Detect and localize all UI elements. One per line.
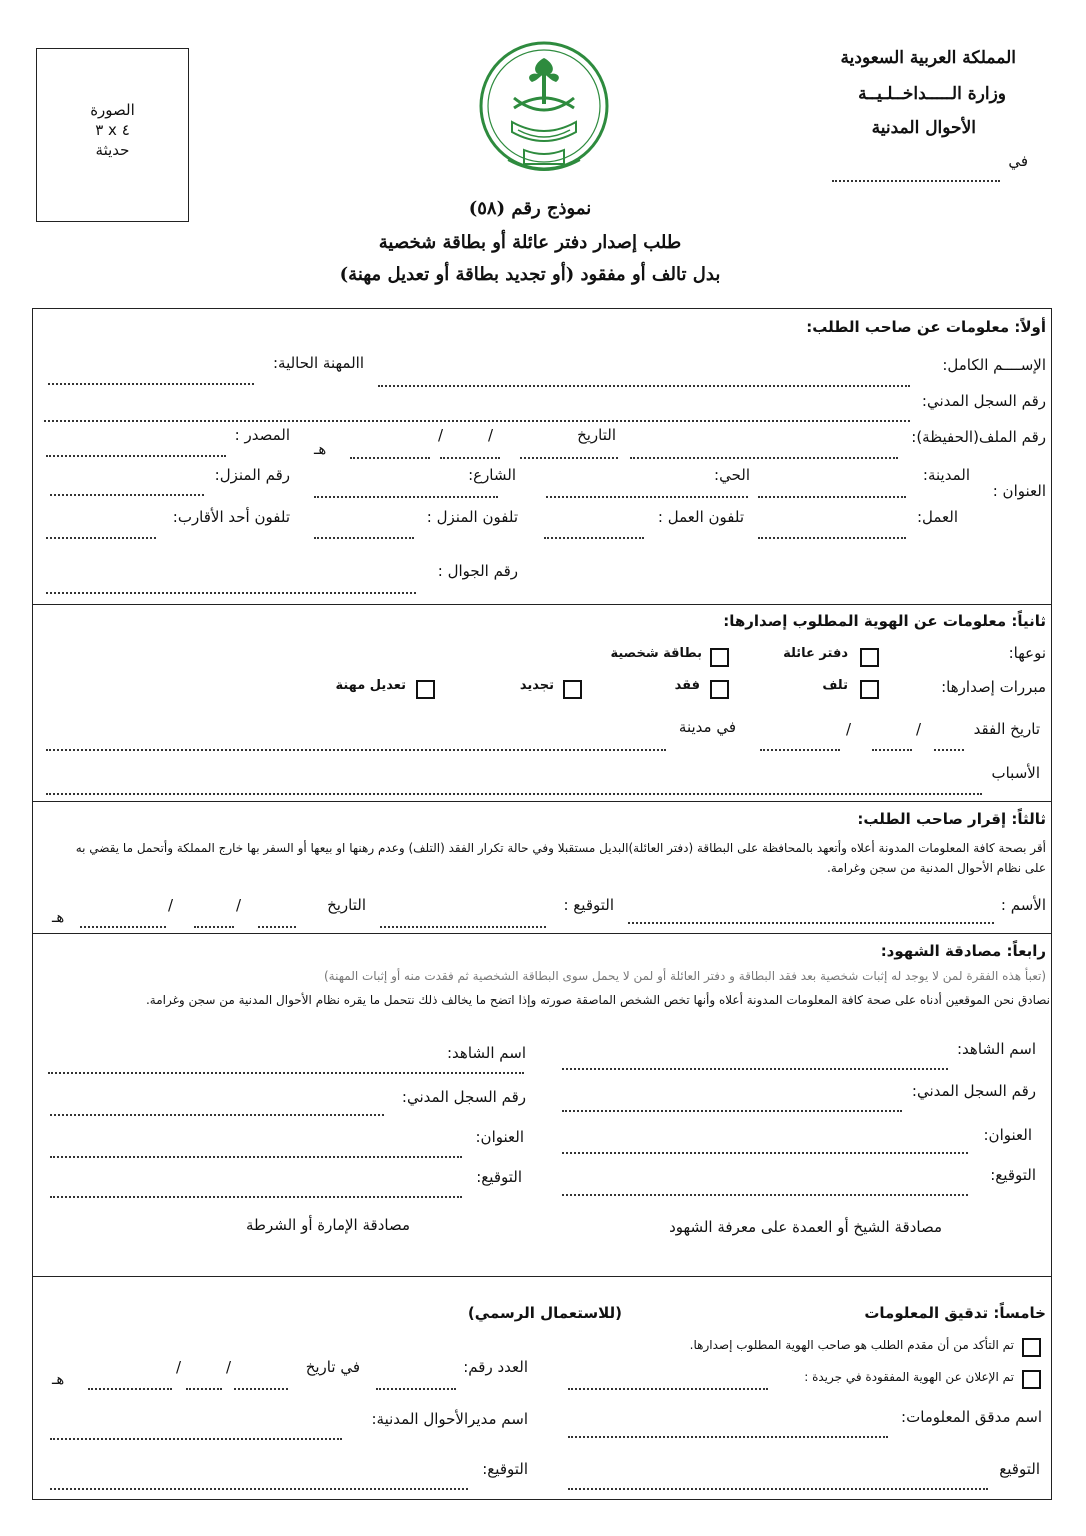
photo-label: الصورة [90,101,135,119]
divider-1 [32,604,1052,605]
declaration-text: أقر بصحة كافة المعلومات المدونة أعلاه وأتعهد بالمحافظة على البطاقة (دفتر العائلة)البديل مستقبلا وفي حالة تكرار الفقد (التلف) وعدم رهنها او بيعها أو السفر بها خارج المملكة وأتحمل ما يقضي به على نظام الأحوال المدنية من سجن وغرامة. [75,841,1046,875]
applicant-name-field[interactable] [628,922,994,924]
issue-number-label: العدد رقم: [463,1358,528,1376]
renewal-checkbox[interactable] [563,680,582,699]
issue-number-field[interactable] [376,1388,456,1390]
date-slash: / [176,1358,182,1376]
renewal-label: تجديد [519,678,554,693]
home-phone-label: تلفون المنزل : [426,508,518,526]
house-no-label: رقم المنزل: [214,466,290,484]
city-label: المدينة: [922,466,970,484]
issue-date-year[interactable] [234,1388,288,1390]
issue-date-day[interactable] [88,1388,172,1390]
file-date-label: التاريخ [577,426,616,444]
reasons-label: مبررات إصدارها: [941,678,1046,696]
date-slash: / [488,426,494,444]
mobile-label: رقم الجوال : [437,562,518,580]
type-label: نوعها: [1008,644,1046,662]
district-label: الحي: [714,466,750,484]
director-signature-label: التوقيع: [482,1460,528,1478]
form-title-line1: طلب إصدار دفتر عائلة أو بطاقة شخصية [378,232,682,253]
witness1-signature-field[interactable] [562,1194,968,1196]
witness2-signature-field[interactable] [50,1196,462,1198]
family-book-checkbox[interactable] [860,648,879,667]
auditor-name-label: اسم مدقق المعلومات: [901,1408,1042,1426]
witness1-civil-field[interactable] [562,1110,902,1112]
date-slash: / [916,720,922,738]
applicant-verified-checkbox[interactable] [1022,1338,1041,1357]
witness2-name-label: اسم الشاهد: [446,1044,526,1062]
section1-title: أولاً: معلومات عن صاحب الطلب: [806,318,1046,336]
district-field[interactable] [546,496,748,498]
declaration-date-label: التاريخ [327,896,366,914]
full-name-field[interactable] [378,385,910,387]
issue-date-month[interactable] [186,1388,222,1390]
civil-no-label: رقم السجل المدني: [921,392,1046,410]
section5-title: خامساً: تدقيق المعلومات [864,1304,1046,1322]
witness2-address-label: العنوان: [475,1128,524,1146]
witness-text: نصادق نحن الموقعين أدناه على صحة كافة المعلومات المدونة أعلاه وأنها تخص الشخص الماصقة صورته وإذا اتضح ما يخالف ذلك نتحمل ما يقره نظام الأحوال المدنية من سجن وغرامة. [145,993,1050,1007]
relative-phone-label: تلفون أحد الأقارب: [172,508,290,526]
form-number: نموذج رقم (٥٨) [468,198,592,219]
street-field[interactable] [314,496,498,498]
causes-label: الأسباب [991,764,1040,782]
section4-title: رابعاً: مصادقة الشهود: [880,942,1046,960]
work-label: العمل: [916,508,958,526]
file-no-field[interactable] [630,457,898,459]
id-card-label: بطاقة شخصية [610,646,702,661]
civil-no-field[interactable] [44,420,910,422]
divider-3 [32,933,1052,934]
witness1-civil-label: رقم السجل المدني: [911,1082,1036,1100]
witness2-address-field[interactable] [50,1156,462,1158]
lost-checkbox[interactable] [710,680,729,699]
family-book-label: دفتر عائلة [783,646,848,661]
date-slash: / [846,720,852,738]
house-no-field[interactable] [50,494,204,496]
applicant-signature-field[interactable] [380,926,546,928]
damaged-label: تلف [822,678,848,693]
witness1-name-label: اسم الشاهد: [956,1040,1036,1058]
auditor-name-field[interactable] [568,1436,888,1438]
file-date-day[interactable] [350,457,430,459]
causes-field[interactable] [46,793,982,795]
relative-phone-field[interactable] [46,537,156,539]
photo-size: ٤ x ٣ [95,121,130,139]
ministry-name: وزارة الـــــداخــلـيــة [858,84,1006,104]
section2-title: ثانياً: معلومات عن الهوية المطلوب إصدارها: [723,612,1046,630]
loss-date-month[interactable] [872,749,912,751]
witness2-signature-label: التوقيع: [476,1168,522,1186]
newspaper-announced-label: تم الإعلان عن الهوية المفقودة في جريدة : [804,1370,1014,1384]
full-name-label: الإســــم الكامل: [942,356,1046,374]
section3-title: ثالثاً: إقرار صاحب الطلب: [857,810,1046,828]
file-date-hijri: هـ [314,440,327,458]
loss-date-year[interactable] [934,749,964,751]
issue-date-hijri: هـ [52,1370,65,1388]
witness1-address-label: العنوان: [983,1126,1032,1144]
auditor-signature-field[interactable] [568,1488,988,1490]
source-field[interactable] [46,455,226,457]
profession-label: االمهنة الحالية: [272,354,364,372]
director-signature-field[interactable] [50,1488,468,1490]
profession-change-checkbox[interactable] [416,680,435,699]
witness2-civil-field[interactable] [50,1114,384,1116]
loss-date-day[interactable] [760,749,840,751]
official-use-label: (للاستعمال الرسمي) [467,1304,622,1322]
declaration-date-year[interactable] [258,926,296,928]
department-name: الأحوال المدنية [871,118,976,138]
applicant-name-label: الأسم : [1000,896,1046,914]
witness-note: (تعبأ هذه الفقرة لمن لا يوجد له إثبات شخصية بعد فقد البطاقة و دفتر العائلة أو لمن لا يحمل سوى البطاقة الشخصية ثم فقدت منه أو إثبات المهنة) [324,969,1046,983]
lost-label: فقد [674,678,700,693]
in-city-label: في مدينة [678,718,736,736]
divider-2 [32,801,1052,802]
sheikh-certification: مصادقة الشيخ أو العمدة على معرفة الشهود [669,1218,942,1236]
loss-date-label: تاريخ الفقد [973,720,1040,738]
location-field[interactable] [832,180,1000,182]
declaration-hijri: هـ [52,908,65,926]
auditor-signature-label: التوقيع [999,1460,1040,1478]
witness1-address-field[interactable] [562,1152,968,1154]
newspaper-name-field[interactable] [568,1388,768,1390]
date-slash: / [236,896,242,914]
director-name-field[interactable] [50,1438,342,1440]
source-label: المصدر : [234,426,290,444]
kingdom-name: المملكة العربية السعودية [840,48,1016,68]
mobile-field[interactable] [46,592,416,594]
file-date-year[interactable] [520,457,618,459]
divider-4 [32,1276,1052,1277]
form-title-line2: بدل تالف أو مفقود (أو تجديد بطاقة أو تعديل مهنة) [339,264,721,285]
date-slash: / [226,1358,232,1376]
applicant-signature-label: التوقيع : [563,896,614,914]
photo-box[interactable] [36,48,189,222]
street-label: الشارع: [468,466,516,484]
work-phone-field[interactable] [544,537,644,539]
id-card-checkbox[interactable] [710,648,729,667]
witness1-name-field[interactable] [562,1068,948,1070]
file-date-month[interactable] [440,457,500,459]
profession-change-label: تعديل مهنة [335,678,406,693]
damaged-checkbox[interactable] [860,680,879,699]
file-no-label: رقم الملف(الحفيظة): [911,428,1046,446]
witness2-name-field[interactable] [48,1072,524,1074]
photo-note: حديثة [95,141,130,159]
date-slash: / [168,896,174,914]
work-phone-label: تلفون العمل : [657,508,744,526]
home-phone-field[interactable] [314,537,414,539]
emirate-certification: مصادقة الإمارة أو الشرطة [245,1216,410,1234]
loss-city-field[interactable] [46,749,666,751]
saudi-emblem-icon [478,40,610,184]
declaration-date-month[interactable] [194,926,234,928]
witness2-civil-label: رقم السجل المدني: [401,1088,526,1106]
city-field[interactable] [758,496,906,498]
applicant-verified-label: تم التأكد من أن مقدم الطلب هو صاحب الهوية المطلوب إصدارها. [689,1338,1014,1352]
work-field[interactable] [758,537,906,539]
profession-field[interactable] [48,383,254,385]
address-label: العنوان : [992,482,1046,500]
newspaper-announced-checkbox[interactable] [1022,1370,1041,1389]
witness1-signature-label: التوقيع: [990,1166,1036,1184]
issue-date-label: في تاريخ [305,1358,360,1376]
declaration-date-day[interactable] [80,926,166,928]
director-name-label: اسم مديرالأحوال المدنية: [371,1410,528,1428]
date-slash: / [438,426,444,444]
in-label: في [1008,152,1028,170]
